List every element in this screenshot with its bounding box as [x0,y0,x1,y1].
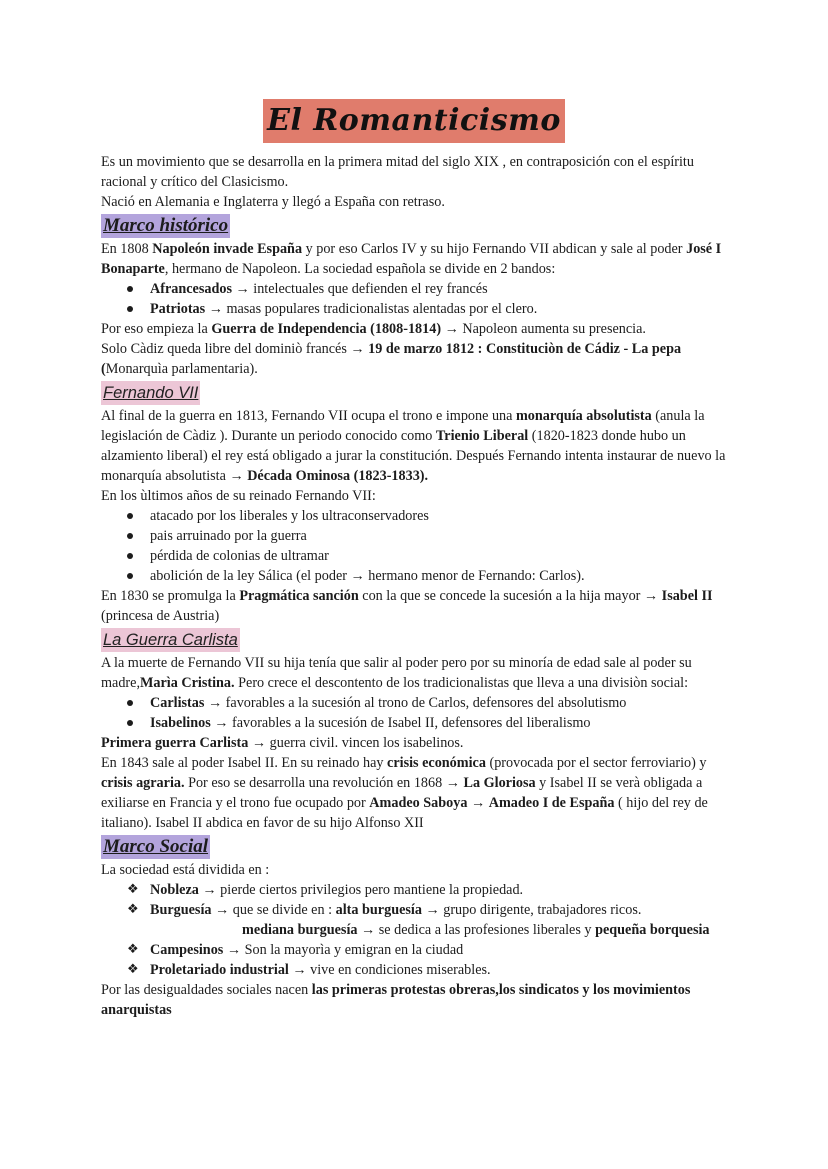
bold-text: Trienio Liberal [435,428,529,444]
paragraph [101,586,731,626]
bold-text: monarquía absolutista [515,408,652,424]
bold-text: Isabel II [661,588,713,604]
list-item [101,693,731,713]
paragraph [101,653,731,693]
text: → se dedica a las profesiones liberales y [357,922,596,938]
text: (provocada por el sector ferroviario) y [485,755,707,771]
bold-text: Burguesía [150,902,212,918]
bold-text: Amadeo Saboya [369,795,468,811]
bold-text: crisis económica [387,755,486,771]
text: Por eso se desarrolla una revolución en 1868 → [184,775,464,791]
text: A la muerte de Fernando VII su hija tenía que salir al poder pero por su minoría de edad sale al poder su madre, [101,655,692,691]
bold-text: Pragmática sanción [239,588,359,604]
text: Pero crece el descontento de los tradicionalistas que lleva a una divisiòn social: [234,675,689,691]
text: En 1808 [101,241,153,257]
paragraph [101,980,731,1020]
bold-text: Campesinos [150,942,224,958]
text: → [467,795,489,811]
list-item-proletariado [101,960,731,980]
bold-text: 19 de marzo 1812 : Constituciòn de Cádiz - La pepa [368,341,682,357]
text: → masas populares tradicionalistas alentadas por el clero. [205,301,538,317]
diamond-list [101,940,731,980]
intro-paragraph: Es un movimiento que se desarrolla en la primera mitad del siglo XIX , en contraposición con el espíritu racional y crítico del Clasicismo. [101,154,694,190]
bold-text: las primeras protestas obreras,los sindicatos y los movimientos anarquistas [101,982,691,1018]
list-item [101,299,731,319]
paragraph [101,753,731,833]
section-heading-marco-historico: Marco histórico [103,215,229,236]
bold-text: Amadeo I de España [488,795,615,811]
section-heading-guerra-carlista: La Guerra Carlista [101,628,240,652]
bold-text: crisis agraria. [101,775,185,791]
text: → Son la mayorìa y emigran en la ciudad [223,942,464,958]
bold-text: Guerra de Independencia (1808-1814) [211,321,442,337]
text: Monarquìa parlamentaria). [105,361,258,377]
bold-text: ( [101,361,106,377]
text: → favorables a la sucesión al trono de Carlos, defensores del absolutismo [204,695,627,711]
bullet-list [101,506,731,586]
bullet-list [101,279,731,319]
text: y por eso Carlos IV y su hijo Fernando VII abdican y sale al poder [302,241,687,257]
paragraph: La sociedad está dividida en : [101,862,270,878]
text: , hermano de Napoleon. La sociedad española se divide en 2 bandos: [164,261,556,277]
list-item: pérdida de colonias de ultramar [101,546,731,566]
paragraph [101,319,731,339]
document-body [101,152,731,1020]
bold-text: Patriotas [150,301,206,317]
bold-text: Primera guerra Carlista [101,735,249,751]
text: Al final de la guerra en 1813, Fernando VII ocupa el trono e impone una [101,408,516,424]
bold-text: Proletariado industrial [150,962,289,978]
list-item: atacado por los liberales y los ultraconservadores [101,506,731,526]
bullet-list [101,693,731,733]
text: → guerra civil. vincen los isabelinos. [248,735,464,751]
diamond-list [101,880,731,920]
paragraph [101,733,731,753]
text: y Isabel II se verà obligada a exiliarse en Francia y el trono fue ocupado por [101,775,703,811]
list-item-nobleza [101,880,731,900]
bold-text: Marìa Cristina. [140,675,235,691]
text: Por eso empieza la [101,321,212,337]
bold-text: Isabelinos [150,715,211,731]
text: → vive en condiciones miserables. [288,962,491,978]
text: → pierde ciertos privilegios pero mantiene la propiedad. [198,882,524,898]
bold-text: alta burguesía [335,902,422,918]
text: → intelectuales que defienden el rey francés [231,281,488,297]
list-item-campesinos [101,940,731,960]
page-title: El Romanticismo [263,99,565,143]
text: → grupo dirigente, trabajadores ricos. [421,902,642,918]
list-item-burguesia [101,900,731,920]
section-heading-fernando-vii: Fernando VII [101,381,200,405]
bold-text: pequeña borquesia [595,922,710,938]
text: Por las desigualdades sociales nacen [101,982,312,998]
bold-text: Nobleza [150,882,199,898]
list-item: abolición de la ley Sálica (el poder → hermano menor de Fernando: Carlos). [101,566,731,586]
bold-text: Napoleón invade España [152,241,303,257]
paragraph: En los ùltimos años de su reinado Fernando VII: [101,488,376,504]
bold-text: mediana burguesía [242,922,358,938]
text: En 1843 sale al poder Isabel II. En su reinado hay [101,755,388,771]
title-wrap [0,99,828,143]
list-item [101,713,731,733]
paragraph [101,339,731,379]
bold-text: Afrancesados [150,281,232,297]
text: Solo Càdiz queda libre del dominiò francés → [101,341,369,357]
text: (anula la legislación de Càdiz ). Durante un periodo conocido como [101,408,705,444]
bold-text: Carlistas [150,695,205,711]
text: ( hijo del rey de italiano). Isabel II abdica en favor de su hijo Alfonso XII [101,795,708,831]
text: (princesa de Austria) [101,608,220,624]
text: → favorables a la sucesión de Isabel II, defensores del liberalismo [210,715,591,731]
text: → que se divide en : [211,902,336,918]
list-item [101,279,731,299]
text: → Napoleon aumenta su presencia. [441,321,646,337]
list-item: pais arruinado por la guerra [101,526,731,546]
bold-text: José I Bonaparte [101,241,722,277]
text: (1820-1823 donde hubo un alzamiento liberal) el rey está obligado a jurar la constitución. Después Fernando intenta instaurar de nuevo la monarquía absolutista → [101,428,726,484]
intro-paragraph: Nació en Alemania e Inglaterra y llegó a España con retraso. [101,194,445,210]
bold-text: Década Ominosa (1823-1833). [247,468,429,484]
text: En 1830 se promulga la [101,588,240,604]
sub-paragraph-burguesia [101,920,731,940]
paragraph [101,239,731,279]
text: con la que se concede la sucesión a la hija mayor → [358,588,662,604]
bold-text: La Gloriosa [463,775,536,791]
paragraph [101,406,731,486]
section-heading-marco-social: Marco Social [103,836,209,857]
